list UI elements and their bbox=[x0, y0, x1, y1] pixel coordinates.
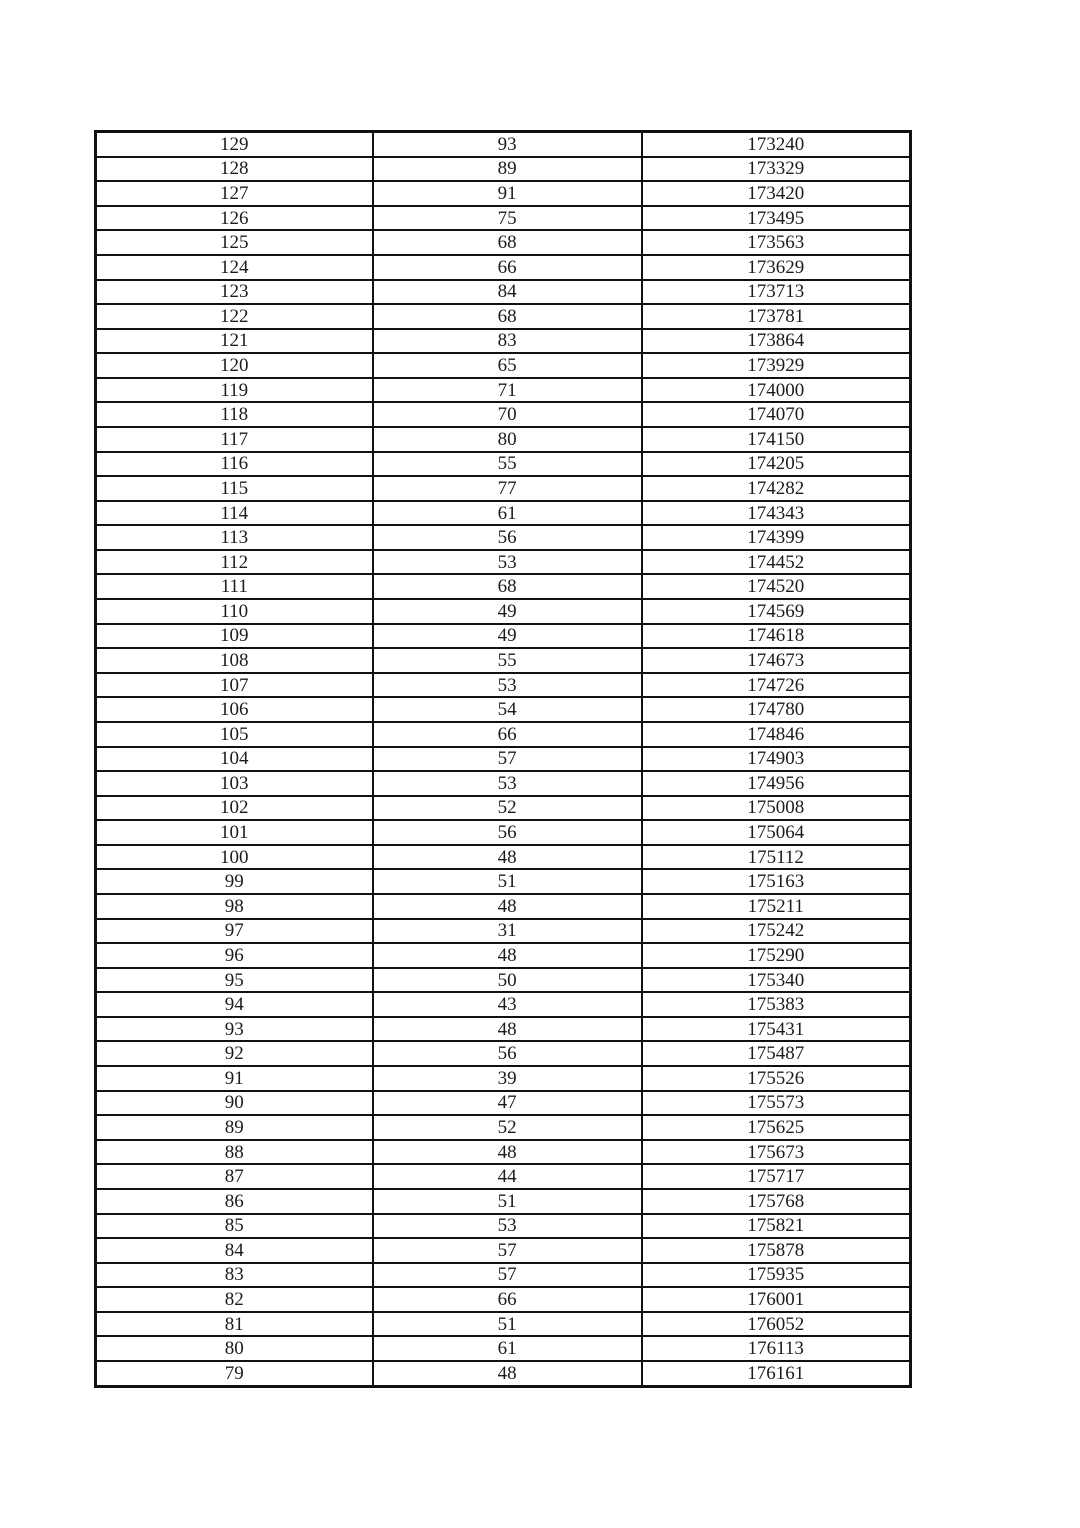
table-row bbox=[96, 1066, 911, 1091]
table-row bbox=[96, 255, 911, 280]
cumulative-cell: 174070 bbox=[642, 402, 911, 427]
score-cell: 95 bbox=[96, 968, 373, 993]
score-cell: 103 bbox=[96, 771, 373, 796]
count-cell: 53 bbox=[373, 771, 642, 796]
count-cell: 80 bbox=[373, 427, 642, 452]
count-cell: 51 bbox=[373, 869, 642, 894]
table-row bbox=[96, 624, 911, 649]
table-row bbox=[96, 673, 911, 698]
table-row bbox=[96, 1361, 911, 1387]
table-row bbox=[96, 1336, 911, 1361]
count-cell: 49 bbox=[373, 599, 642, 624]
cumulative-cell: 175625 bbox=[642, 1115, 911, 1140]
cumulative-cell: 174000 bbox=[642, 378, 911, 403]
table-row bbox=[96, 353, 911, 378]
cumulative-cell: 174399 bbox=[642, 525, 911, 550]
cumulative-cell: 175768 bbox=[642, 1189, 911, 1214]
cumulative-cell: 176052 bbox=[642, 1312, 911, 1337]
count-cell: 75 bbox=[373, 206, 642, 231]
table-row bbox=[96, 697, 911, 722]
table-row bbox=[96, 845, 911, 870]
score-cell: 108 bbox=[96, 648, 373, 673]
cumulative-cell: 174150 bbox=[642, 427, 911, 452]
count-cell: 47 bbox=[373, 1091, 642, 1116]
table-row bbox=[96, 1017, 911, 1042]
table-row bbox=[96, 599, 911, 624]
cumulative-cell: 173713 bbox=[642, 280, 911, 305]
score-cell: 81 bbox=[96, 1312, 373, 1337]
count-cell: 84 bbox=[373, 280, 642, 305]
table-row bbox=[96, 378, 911, 403]
count-cell: 43 bbox=[373, 992, 642, 1017]
score-cell: 101 bbox=[96, 820, 373, 845]
cumulative-cell: 175008 bbox=[642, 796, 911, 821]
count-cell: 65 bbox=[373, 353, 642, 378]
cumulative-cell: 175673 bbox=[642, 1140, 911, 1165]
count-cell: 91 bbox=[373, 181, 642, 206]
score-cell: 123 bbox=[96, 280, 373, 305]
count-cell: 83 bbox=[373, 329, 642, 354]
score-cell: 98 bbox=[96, 894, 373, 919]
cumulative-cell: 173329 bbox=[642, 157, 911, 182]
score-cell: 106 bbox=[96, 697, 373, 722]
count-cell: 48 bbox=[373, 943, 642, 968]
count-cell: 77 bbox=[373, 476, 642, 501]
score-cell: 100 bbox=[96, 845, 373, 870]
score-cell: 80 bbox=[96, 1336, 373, 1361]
score-cell: 115 bbox=[96, 476, 373, 501]
cumulative-cell: 174726 bbox=[642, 673, 911, 698]
table-row bbox=[96, 157, 911, 182]
count-cell: 53 bbox=[373, 673, 642, 698]
score-cell: 93 bbox=[96, 1017, 373, 1042]
count-cell: 51 bbox=[373, 1189, 642, 1214]
score-cell: 94 bbox=[96, 992, 373, 1017]
count-cell: 56 bbox=[373, 525, 642, 550]
score-cell: 129 bbox=[96, 132, 373, 157]
score-cell: 124 bbox=[96, 255, 373, 280]
count-cell: 53 bbox=[373, 1214, 642, 1239]
table-row bbox=[96, 1189, 911, 1214]
count-cell: 48 bbox=[373, 894, 642, 919]
score-cell: 120 bbox=[96, 353, 373, 378]
cumulative-cell: 174282 bbox=[642, 476, 911, 501]
cumulative-cell: 173929 bbox=[642, 353, 911, 378]
table-row bbox=[96, 968, 911, 993]
score-cell: 102 bbox=[96, 796, 373, 821]
score-cell: 85 bbox=[96, 1214, 373, 1239]
score-cell: 86 bbox=[96, 1189, 373, 1214]
score-cell: 116 bbox=[96, 452, 373, 477]
count-cell: 56 bbox=[373, 820, 642, 845]
score-cell: 119 bbox=[96, 378, 373, 403]
table-row bbox=[96, 1312, 911, 1337]
cumulative-cell: 175526 bbox=[642, 1066, 911, 1091]
table-row bbox=[96, 820, 911, 845]
count-cell: 61 bbox=[373, 1336, 642, 1361]
count-cell: 55 bbox=[373, 648, 642, 673]
count-cell: 66 bbox=[373, 255, 642, 280]
table-row bbox=[96, 1140, 911, 1165]
score-cell: 97 bbox=[96, 919, 373, 944]
cumulative-cell: 174956 bbox=[642, 771, 911, 796]
table-row bbox=[96, 181, 911, 206]
count-cell: 93 bbox=[373, 132, 642, 157]
count-cell: 48 bbox=[373, 1017, 642, 1042]
score-cell: 82 bbox=[96, 1287, 373, 1312]
table-row bbox=[96, 230, 911, 255]
cumulative-cell: 175383 bbox=[642, 992, 911, 1017]
cumulative-cell: 173864 bbox=[642, 329, 911, 354]
table-row bbox=[96, 919, 911, 944]
score-cell: 92 bbox=[96, 1041, 373, 1066]
count-cell: 56 bbox=[373, 1041, 642, 1066]
score-cell: 84 bbox=[96, 1238, 373, 1263]
table-row bbox=[96, 427, 911, 452]
cumulative-cell: 175431 bbox=[642, 1017, 911, 1042]
count-cell: 53 bbox=[373, 550, 642, 575]
cumulative-cell: 174780 bbox=[642, 697, 911, 722]
cumulative-cell: 175340 bbox=[642, 968, 911, 993]
score-cell: 118 bbox=[96, 402, 373, 427]
cumulative-cell: 175573 bbox=[642, 1091, 911, 1116]
table-row bbox=[96, 501, 911, 526]
score-cell: 125 bbox=[96, 230, 373, 255]
score-cell: 127 bbox=[96, 181, 373, 206]
table-row bbox=[96, 452, 911, 477]
cumulative-cell: 175878 bbox=[642, 1238, 911, 1263]
score-cell: 111 bbox=[96, 574, 373, 599]
count-cell: 50 bbox=[373, 968, 642, 993]
score-cell: 90 bbox=[96, 1091, 373, 1116]
score-cell: 91 bbox=[96, 1066, 373, 1091]
count-cell: 61 bbox=[373, 501, 642, 526]
table-row bbox=[96, 894, 911, 919]
cumulative-cell: 173629 bbox=[642, 255, 911, 280]
cumulative-cell: 174205 bbox=[642, 452, 911, 477]
table-row bbox=[96, 1214, 911, 1239]
count-cell: 68 bbox=[373, 230, 642, 255]
table-row bbox=[96, 747, 911, 772]
count-cell: 48 bbox=[373, 845, 642, 870]
count-cell: 52 bbox=[373, 796, 642, 821]
table-row bbox=[96, 1238, 911, 1263]
score-cell: 128 bbox=[96, 157, 373, 182]
score-cell: 99 bbox=[96, 869, 373, 894]
score-cell: 112 bbox=[96, 550, 373, 575]
table-row bbox=[96, 525, 911, 550]
score-cell: 114 bbox=[96, 501, 373, 526]
table-row bbox=[96, 869, 911, 894]
table-row bbox=[96, 132, 911, 157]
cumulative-cell: 174520 bbox=[642, 574, 911, 599]
count-cell: 66 bbox=[373, 722, 642, 747]
score-cell: 89 bbox=[96, 1115, 373, 1140]
score-distribution-table bbox=[94, 130, 912, 1388]
score-cell: 96 bbox=[96, 943, 373, 968]
cumulative-cell: 173420 bbox=[642, 181, 911, 206]
score-cell: 88 bbox=[96, 1140, 373, 1165]
table-row bbox=[96, 1263, 911, 1288]
cumulative-cell: 174618 bbox=[642, 624, 911, 649]
score-cell: 122 bbox=[96, 304, 373, 329]
cumulative-cell: 174569 bbox=[642, 599, 911, 624]
cumulative-cell: 176161 bbox=[642, 1361, 911, 1387]
score-cell: 109 bbox=[96, 624, 373, 649]
count-cell: 48 bbox=[373, 1140, 642, 1165]
cumulative-cell: 176001 bbox=[642, 1287, 911, 1312]
score-cell: 87 bbox=[96, 1164, 373, 1189]
score-cell: 117 bbox=[96, 427, 373, 452]
score-cell: 83 bbox=[96, 1263, 373, 1288]
cumulative-cell: 175163 bbox=[642, 869, 911, 894]
table-row bbox=[96, 206, 911, 231]
count-cell: 44 bbox=[373, 1164, 642, 1189]
table-row bbox=[96, 943, 911, 968]
count-cell: 89 bbox=[373, 157, 642, 182]
count-cell: 52 bbox=[373, 1115, 642, 1140]
count-cell: 39 bbox=[373, 1066, 642, 1091]
table-row bbox=[96, 771, 911, 796]
score-cell: 110 bbox=[96, 599, 373, 624]
count-cell: 49 bbox=[373, 624, 642, 649]
cumulative-cell: 174903 bbox=[642, 747, 911, 772]
cumulative-cell: 173495 bbox=[642, 206, 911, 231]
score-cell: 104 bbox=[96, 747, 373, 772]
cumulative-cell: 175290 bbox=[642, 943, 911, 968]
cumulative-cell: 175112 bbox=[642, 845, 911, 870]
cumulative-cell: 174846 bbox=[642, 722, 911, 747]
count-cell: 51 bbox=[373, 1312, 642, 1337]
table-row bbox=[96, 796, 911, 821]
table-row bbox=[96, 1287, 911, 1312]
score-cell: 113 bbox=[96, 525, 373, 550]
cumulative-cell: 175064 bbox=[642, 820, 911, 845]
score-cell: 107 bbox=[96, 673, 373, 698]
count-cell: 31 bbox=[373, 919, 642, 944]
table-row bbox=[96, 280, 911, 305]
count-cell: 57 bbox=[373, 1238, 642, 1263]
table-row bbox=[96, 402, 911, 427]
score-cell: 121 bbox=[96, 329, 373, 354]
score-cell: 126 bbox=[96, 206, 373, 231]
table-row bbox=[96, 1091, 911, 1116]
table-row bbox=[96, 304, 911, 329]
table-row bbox=[96, 574, 911, 599]
table-row bbox=[96, 329, 911, 354]
count-cell: 66 bbox=[373, 1287, 642, 1312]
score-cell: 105 bbox=[96, 722, 373, 747]
cumulative-cell: 175935 bbox=[642, 1263, 911, 1288]
count-cell: 57 bbox=[373, 747, 642, 772]
table-row bbox=[96, 722, 911, 747]
cumulative-cell: 175211 bbox=[642, 894, 911, 919]
count-cell: 70 bbox=[373, 402, 642, 427]
count-cell: 57 bbox=[373, 1263, 642, 1288]
cumulative-cell: 175717 bbox=[642, 1164, 911, 1189]
table-row bbox=[96, 648, 911, 673]
table-row bbox=[96, 1115, 911, 1140]
cumulative-cell: 173781 bbox=[642, 304, 911, 329]
cumulative-cell: 174673 bbox=[642, 648, 911, 673]
cumulative-cell: 175821 bbox=[642, 1214, 911, 1239]
cumulative-cell: 175487 bbox=[642, 1041, 911, 1066]
table-body bbox=[96, 132, 911, 1387]
table-row bbox=[96, 1164, 911, 1189]
cumulative-cell: 174452 bbox=[642, 550, 911, 575]
count-cell: 55 bbox=[373, 452, 642, 477]
count-cell: 68 bbox=[373, 304, 642, 329]
count-cell: 54 bbox=[373, 697, 642, 722]
cumulative-cell: 173240 bbox=[642, 132, 911, 157]
cumulative-cell: 175242 bbox=[642, 919, 911, 944]
count-cell: 68 bbox=[373, 574, 642, 599]
table-row bbox=[96, 550, 911, 575]
score-cell: 79 bbox=[96, 1361, 373, 1387]
cumulative-cell: 176113 bbox=[642, 1336, 911, 1361]
table-row bbox=[96, 992, 911, 1017]
cumulative-cell: 174343 bbox=[642, 501, 911, 526]
table-row bbox=[96, 1041, 911, 1066]
table-row bbox=[96, 476, 911, 501]
cumulative-cell: 173563 bbox=[642, 230, 911, 255]
count-cell: 48 bbox=[373, 1361, 642, 1387]
count-cell: 71 bbox=[373, 378, 642, 403]
